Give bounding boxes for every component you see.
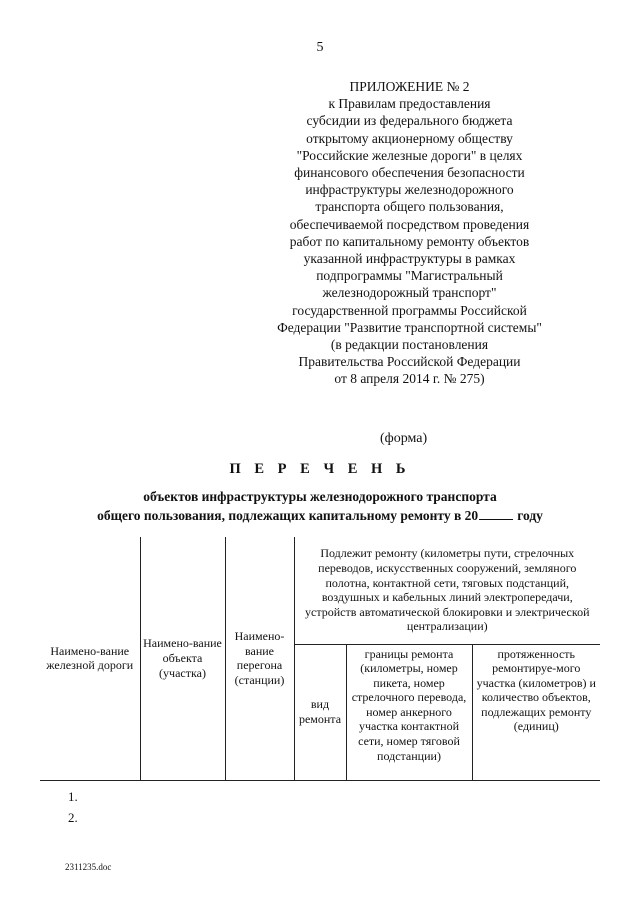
appendix-line: к Правилам предоставления — [328, 96, 491, 112]
appendix-line: Правительства Российской Федерации — [298, 354, 521, 370]
subtitle-line-2 — [40, 506, 600, 525]
appendix-line: от 8 апреля 2014 г. № 275) — [334, 371, 485, 387]
document-title: П Е Р Е Ч Е Н Ь — [229, 461, 411, 477]
appendix-line: открытому акционерному обществу — [306, 130, 513, 146]
header-repair-boundaries: границы ремонта (километры, номер пикета, номер стрелочного перевода, номер анкерного участка контактной сети, номер тяговой подстанции) — [346, 644, 472, 780]
objects-table — [40, 537, 600, 781]
appendix-line: подпрограммы "Магистральный — [316, 268, 503, 284]
appendix-line: работ по капитальному ремонту объектов — [289, 233, 530, 249]
subtitle-line-2-text: общего пользования, подлежащих капитальному ремонту в 20 — [97, 508, 479, 523]
row-number-2: 2. — [68, 810, 78, 825]
appendix-line: "Российские железные дороги" в целях — [296, 147, 523, 163]
appendix-line: субсидии из федерального бюджета — [306, 113, 513, 129]
header-repair-length: протяженность ремонтируе-мого участка (километров) и количество объектов, подлежащих ремонту (единиц) — [472, 644, 600, 780]
appendix-line: государственной программы Российской — [292, 302, 527, 318]
appendix-line: обеспечиваемой посредством проведения — [289, 216, 530, 232]
form-label: (форма) — [380, 431, 428, 446]
appendix-header — [252, 78, 567, 388]
page-number: 5 — [316, 40, 324, 55]
header-segment-name: Наимено-вание перегона (станции) — [225, 537, 294, 780]
appendix-line: указанной инфраструктуры в рамках — [303, 251, 516, 267]
year-blank-field — [479, 507, 513, 520]
subtitle-line-2-end: году — [517, 508, 543, 523]
header-repair-group: Подлежит ремонту (километры пути, стрелочных переводов, искусственных сооружений, земляного полотна, контактной сети, тяговых подстанций, воздушных и кабельных линий электропередачи, устройств автоматической блокировки и электрической централизации) — [294, 537, 600, 644]
appendix-line: финансового обеспечения безопасности — [294, 165, 525, 181]
subtitle-line-1: объектов инфраструктуры железнодорожного транспорта — [143, 489, 497, 504]
appendix-line: ПРИЛОЖЕНИЕ № 2 — [349, 79, 470, 94]
appendix-line: транспорта общего пользования, — [315, 199, 504, 215]
row-number-1: 1. — [68, 789, 78, 804]
header-railway-name: Наимено-вание железной дороги — [40, 537, 140, 780]
header-repair-type: вид ремонта — [294, 644, 346, 780]
header-object-name: Наимено-вание объекта (участка) — [140, 537, 225, 780]
appendix-line: железнодорожный транспорт" — [322, 285, 497, 301]
footer-filename: 2311235.doc — [65, 862, 112, 872]
appendix-line: инфраструктуры железнодорожного — [305, 182, 514, 198]
appendix-line: Федерации "Развитие транспортной системы" — [277, 319, 542, 335]
appendix-line: (в редакции постановления — [330, 337, 489, 353]
document-subtitle — [40, 487, 600, 525]
